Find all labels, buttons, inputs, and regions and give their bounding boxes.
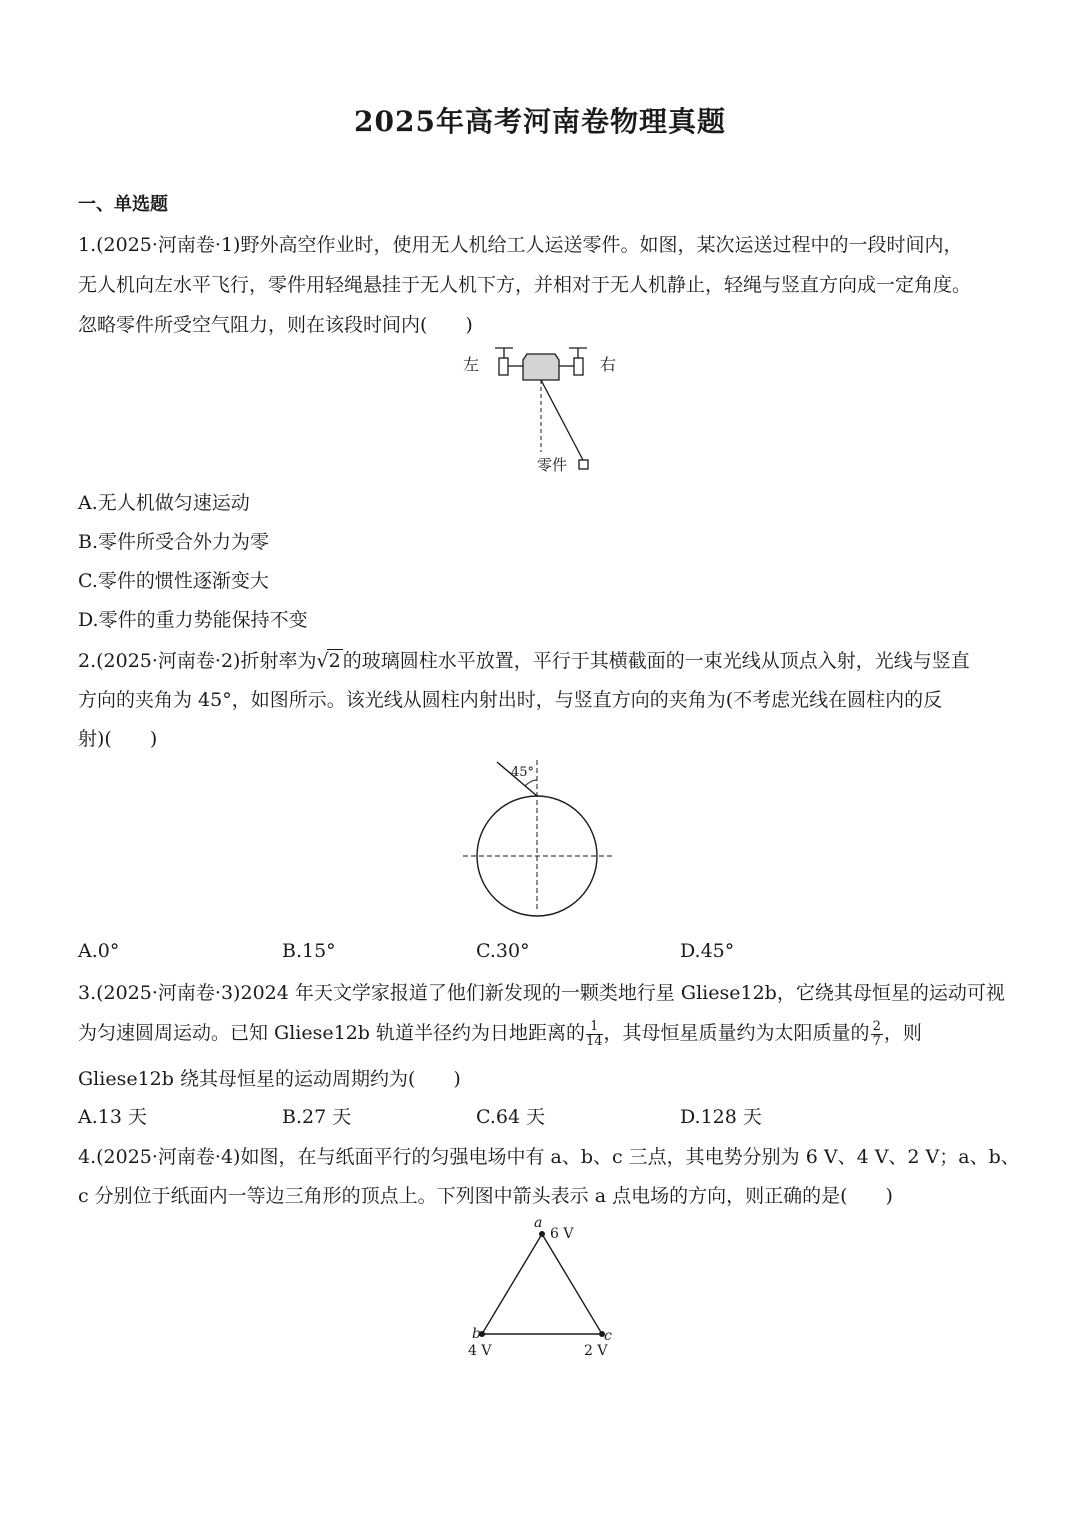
point-a	[539, 1231, 545, 1237]
page-title: 2025年高考河南卷物理真题	[354, 105, 726, 138]
fraction-1-14	[586, 1020, 603, 1049]
potential-b: 4 V	[468, 1343, 492, 1359]
frac2-denominator: 7	[872, 1033, 881, 1049]
q3-line-2-c: ，则	[883, 1022, 922, 1044]
q3-option-b: B.27 天	[282, 1106, 352, 1128]
part-box	[579, 460, 588, 469]
equilateral-triangle	[482, 1234, 602, 1334]
label-a: a	[534, 1215, 543, 1231]
q3-line-3: Gliese12b 绕其母恒星的运动周期约为( )	[78, 1068, 461, 1090]
q1-line-3: 忽略零件所受空气阻力，则在该段时间内( )	[78, 314, 473, 336]
q2-line-3: 射)( )	[78, 728, 158, 750]
q2-line-1	[78, 646, 970, 673]
drone-body	[523, 354, 559, 380]
frac1-numerator: 1	[586, 1020, 603, 1035]
label-c: c	[604, 1328, 612, 1344]
drone-figure	[455, 340, 635, 480]
q1-option-b: B.零件所受合外力为零	[78, 531, 270, 553]
q2-line-1-b: 的玻璃圆柱水平放置，平行于其横截面的一束光线从顶点入射，光线与竖直	[342, 650, 970, 672]
frac2-numerator: 2	[872, 1018, 881, 1034]
q3-option-c: C.64 天	[476, 1106, 546, 1128]
angle-label: 45°	[511, 765, 535, 780]
section-heading: 一、单选题	[78, 194, 168, 215]
q3-line-2	[78, 1018, 922, 1049]
q2-option-d: D.45°	[680, 940, 735, 962]
q1-line-1: 1.(2025·河南卷·1)野外高空作业时，使用无人机给工人运送零件。如图，某次运送过程中的一段时间内，	[78, 234, 963, 256]
q1-option-a: A.无人机做匀速运动	[78, 492, 250, 514]
triangle-figure	[460, 1212, 630, 1372]
q3-line-1: 3.(2025·河南卷·3)2024 年天文学家报道了他们新发现的一颗类地行星 Gliese12b，它绕其母恒星的运动可视	[78, 982, 1005, 1004]
q1-option-c: C.零件的惯性逐渐变大	[78, 570, 269, 592]
q3-option-a: A.13 天	[78, 1106, 147, 1128]
part-label: 零件	[537, 456, 568, 474]
q4-line-1: 4.(2025·河南卷·4)如图，在与纸面平行的匀强电场中有 a、b、c 三点，其电势分别为 6 V、4 V、2 V；a、b、	[78, 1146, 1020, 1168]
q2-option-a: A.0°	[78, 940, 120, 962]
cylinder-figure	[455, 758, 625, 918]
q3-option-d: D.128 天	[680, 1106, 762, 1128]
q2-option-c: C.30°	[476, 940, 530, 962]
potential-a: 6 V	[550, 1226, 574, 1242]
q4-line-2: c 分别位于纸面内一等边三角形的顶点上。下列图中箭头表示 a 点电场的方向，则正确的是( )	[78, 1185, 893, 1207]
sqrt-symbol: √	[316, 650, 329, 672]
q1-option-d: D.零件的重力势能保持不变	[78, 609, 308, 631]
drone-left-label: 左	[463, 355, 480, 374]
q3-line-2-b: ，其母恒星质量约为太阳质量的	[603, 1022, 870, 1044]
label-b: b	[472, 1326, 481, 1342]
q1-line-2: 无人机向左水平飞行，零件用轻绳悬挂于无人机下方，并相对于无人机静止，轻绳与竖直方向成一定角度。	[78, 274, 972, 296]
frac1-denominator: 14	[586, 1033, 603, 1049]
q2-line-1-a: 2.(2025·河南卷·2)折射率为	[78, 650, 317, 672]
fraction-2-7	[871, 1020, 883, 1049]
drone-right-label: 右	[600, 355, 617, 374]
rope	[541, 380, 583, 460]
q3-line-2-a: 为匀速圆周运动。已知 Gliese12b 轨道半径约为日地距离的	[78, 1022, 585, 1044]
q2-line-2: 方向的夹角为 45°，如图所示。该光线从圆柱内射出时，与竖直方向的夹角为(不考虑光线在圆柱内的反	[78, 689, 943, 711]
sqrt-value: 2	[328, 650, 341, 672]
potential-c: 2 V	[584, 1343, 608, 1359]
q2-option-b: B.15°	[282, 940, 336, 962]
